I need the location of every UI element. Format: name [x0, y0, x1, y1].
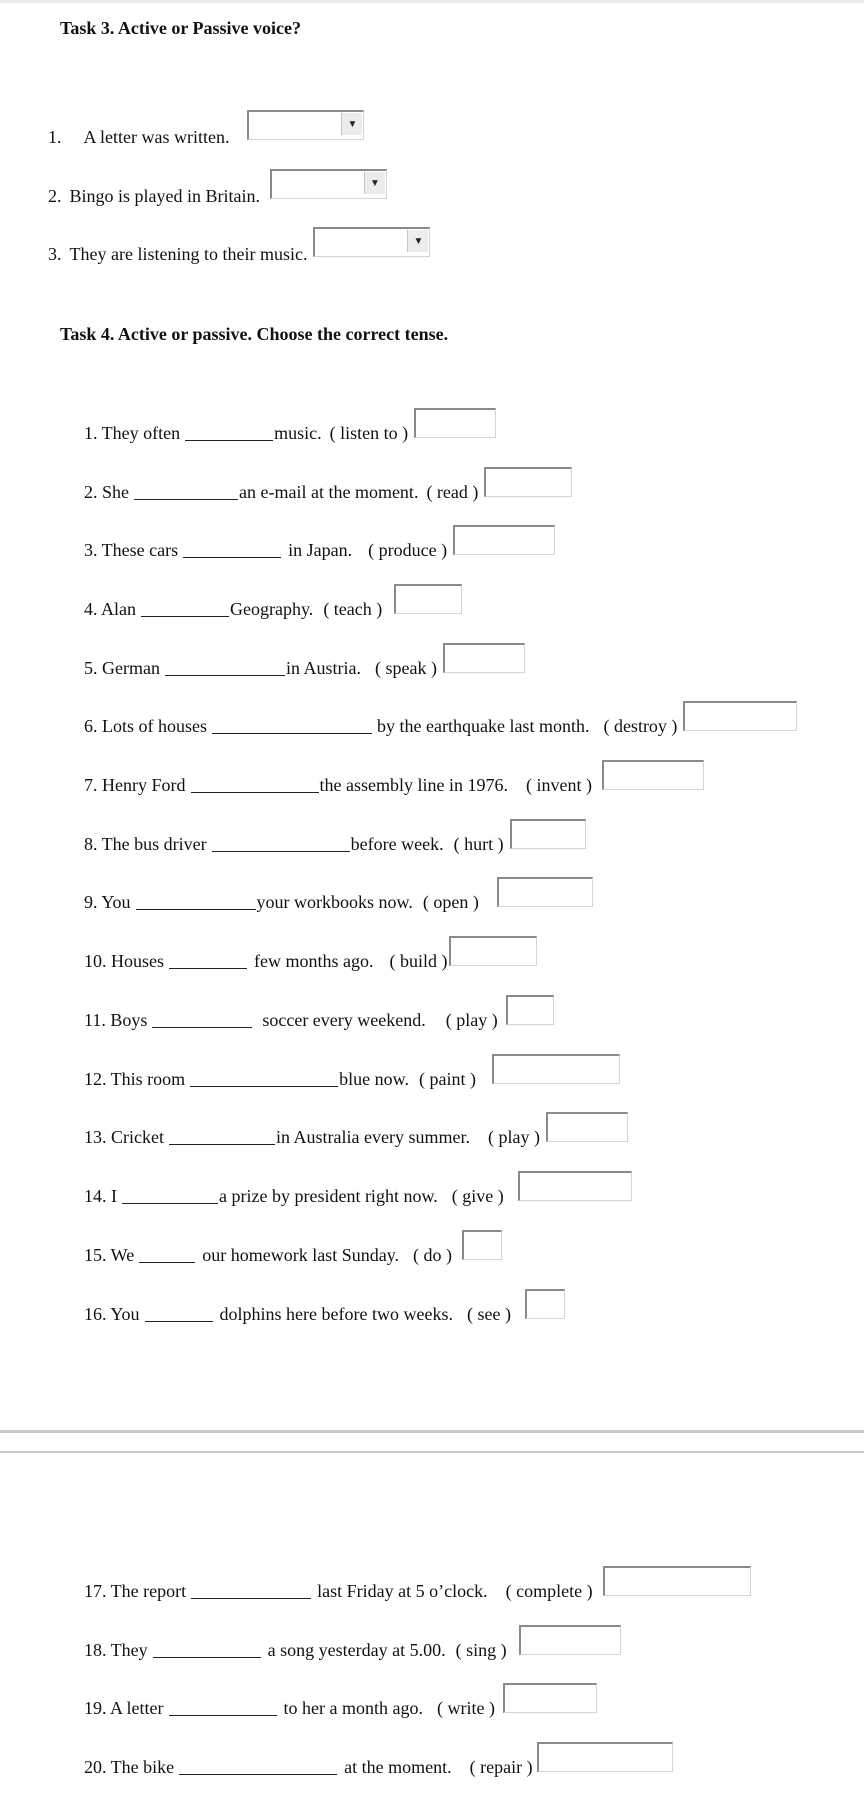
item-rest: an e-mail at the moment. [239, 482, 419, 502]
task4-item-13 [84, 1118, 628, 1148]
page-break-divider [0, 1451, 864, 1453]
item-prompt: 10. Houses [84, 951, 164, 971]
voice-select-1[interactable] [247, 110, 364, 140]
task4-item-17 [84, 1572, 751, 1602]
item-prompt: 8. The bus driver [84, 834, 207, 854]
item-prompt: 3. These cars [84, 540, 179, 560]
blank-line [183, 541, 281, 558]
answer-input-10[interactable] [449, 936, 537, 966]
answer-input-16[interactable] [525, 1289, 565, 1319]
item-prompt: 13. Cricket [84, 1127, 164, 1147]
answer-input-8[interactable] [510, 819, 586, 849]
task4-item-19 [84, 1689, 597, 1719]
item-rest: by the earthquake last month. [377, 716, 590, 736]
item-rest: in Australia every summer. [275, 1127, 470, 1147]
verb-hint: ( speak ) [374, 658, 437, 678]
item-prompt: 17. The report [84, 1581, 187, 1601]
item-prompt: 14. I [84, 1186, 117, 1206]
item-prompt: 20. The bike [84, 1757, 175, 1777]
task4-item-7 [84, 766, 704, 796]
item-number: 2. [48, 186, 62, 206]
item-prompt: 9. You [84, 892, 131, 912]
task3-item-3 [48, 235, 430, 265]
answer-input-9[interactable] [497, 877, 593, 907]
blank-line [212, 717, 372, 734]
blank-line [179, 1758, 337, 1775]
answer-input-15[interactable] [462, 1230, 502, 1260]
task4-item-9 [84, 883, 593, 913]
blank-line [185, 424, 273, 441]
chevron-down-icon: ▼ [364, 172, 385, 194]
item-prompt: 1. They often [84, 423, 181, 443]
task4-item-18 [84, 1631, 621, 1661]
verb-hint: ( give ) [451, 1186, 504, 1206]
item-prompt: 16. You [84, 1304, 140, 1324]
task4-item-6 [84, 707, 797, 737]
blank-line [169, 1699, 277, 1716]
task4-item-15 [84, 1236, 502, 1266]
item-rest: your workbooks now. [256, 892, 413, 912]
item-prompt: 2. She [84, 482, 129, 502]
blank-line [139, 1246, 195, 1263]
answer-input-5[interactable] [443, 643, 525, 673]
task4-item-12 [84, 1060, 620, 1090]
verb-hint: ( sing ) [455, 1640, 507, 1660]
task4-item-1 [84, 414, 496, 444]
blank-line [191, 1582, 311, 1599]
task4-item-16 [84, 1295, 565, 1325]
blank-line [141, 600, 229, 617]
item-rest: at the moment. [344, 1757, 452, 1777]
item-rest: few months ago. [254, 951, 374, 971]
blank-line [136, 893, 256, 910]
answer-input-3[interactable] [453, 525, 555, 555]
verb-hint: ( open ) [422, 892, 479, 912]
blank-line [169, 1128, 275, 1145]
answer-input-18[interactable] [519, 1625, 621, 1655]
item-rest: the assembly line in 1976. [319, 775, 508, 795]
item-prompt: 11. Boys [84, 1010, 148, 1030]
verb-hint: ( see ) [466, 1304, 511, 1324]
verb-hint: ( complete ) [505, 1581, 593, 1601]
task4-item-20 [84, 1748, 673, 1778]
item-text: Bingo is played in Britain. [69, 186, 260, 206]
answer-input-19[interactable] [503, 1683, 597, 1713]
blank-line [165, 659, 285, 676]
task3-item-2 [48, 177, 387, 207]
task3-item-1 [48, 118, 364, 148]
answer-input-2[interactable] [484, 467, 572, 497]
blank-line [191, 776, 319, 793]
item-prompt: 18. They [84, 1640, 148, 1660]
task3-title: Task 3. Active or Passive voice? [60, 18, 301, 38]
task4-item-2 [84, 473, 572, 503]
answer-input-17[interactable] [603, 1566, 751, 1596]
answer-input-13[interactable] [546, 1112, 628, 1142]
chevron-down-icon: ▼ [341, 113, 362, 135]
blank-line [212, 835, 350, 852]
item-rest: to her a month ago. [283, 1698, 423, 1718]
item-rest: in Austria. [285, 658, 361, 678]
task4-item-4 [84, 590, 462, 620]
blank-line [190, 1070, 338, 1087]
item-prompt: 6. Lots of houses [84, 716, 207, 736]
task4-item-8 [84, 825, 586, 855]
verb-hint: ( invent ) [525, 775, 592, 795]
answer-input-6[interactable] [683, 701, 797, 731]
item-rest: a song yesterday at 5.00. [267, 1640, 446, 1660]
verb-hint: ( hurt ) [453, 834, 504, 854]
task4-item-11 [84, 1001, 554, 1031]
answer-input-12[interactable] [492, 1054, 620, 1084]
item-prompt: 19. A letter [84, 1698, 164, 1718]
blank-line [122, 1187, 218, 1204]
verb-hint: ( play ) [487, 1127, 540, 1147]
blank-line [169, 952, 247, 969]
task4-item-3 [84, 531, 555, 561]
item-prompt: 4. Alan [84, 599, 136, 619]
blank-line [153, 1641, 261, 1658]
item-rest: before week. [350, 834, 444, 854]
answer-input-4[interactable] [394, 584, 462, 614]
item-prompt: 15. We [84, 1245, 135, 1265]
item-rest: soccer every weekend. [262, 1010, 426, 1030]
item-rest: our homework last Sunday. [202, 1245, 400, 1265]
answer-input-1[interactable] [414, 408, 496, 438]
task4-title: Task 4. Active or passive. Choose the correct tense. [60, 324, 449, 344]
verb-hint: ( do ) [413, 1245, 453, 1265]
voice-select-2[interactable] [270, 169, 387, 199]
verb-hint: ( read ) [426, 482, 479, 502]
item-prompt: 12. This room [84, 1069, 186, 1089]
verb-hint: ( paint ) [419, 1069, 476, 1089]
item-rest: blue now. [339, 1069, 409, 1089]
verb-hint: ( write ) [436, 1698, 495, 1718]
verb-hint: ( produce ) [368, 540, 448, 560]
item-prompt: 5. German [84, 658, 160, 678]
blank-line [152, 1011, 252, 1028]
task4-item-10 [84, 942, 537, 972]
item-rest: Geography. [230, 599, 314, 619]
answer-input-14[interactable] [518, 1171, 632, 1201]
item-number: 1. [48, 127, 62, 147]
answer-input-20[interactable] [537, 1742, 673, 1772]
verb-hint: ( repair ) [469, 1757, 533, 1777]
blank-line [145, 1305, 213, 1322]
item-rest: a prize by president right now. [219, 1186, 438, 1206]
item-text: A letter was written. [83, 127, 230, 147]
verb-hint: ( listen to ) [329, 423, 409, 443]
verb-hint: ( build ) [389, 951, 448, 971]
page-break-divider [0, 1430, 864, 1433]
item-rest: last Friday at 5 o’clock. [317, 1581, 488, 1601]
item-rest: in Japan. [288, 540, 353, 560]
item-number: 3. [48, 244, 62, 264]
voice-select-3[interactable] [313, 227, 430, 257]
verb-hint: ( teach ) [323, 599, 383, 619]
chevron-down-icon: ▼ [407, 230, 428, 252]
verb-hint: ( destroy ) [603, 716, 678, 736]
item-rest: dolphins here before two weeks. [219, 1304, 453, 1324]
answer-input-7[interactable] [602, 760, 704, 790]
item-rest: music. [274, 423, 322, 443]
blank-line [134, 483, 238, 500]
task4-item-14 [84, 1177, 632, 1207]
task4-item-5 [84, 649, 525, 679]
answer-input-11[interactable] [506, 995, 554, 1025]
item-text: They are listening to their music. [69, 244, 308, 264]
verb-hint: ( play ) [445, 1010, 498, 1030]
item-prompt: 7. Henry Ford [84, 775, 186, 795]
top-divider [0, 0, 864, 3]
